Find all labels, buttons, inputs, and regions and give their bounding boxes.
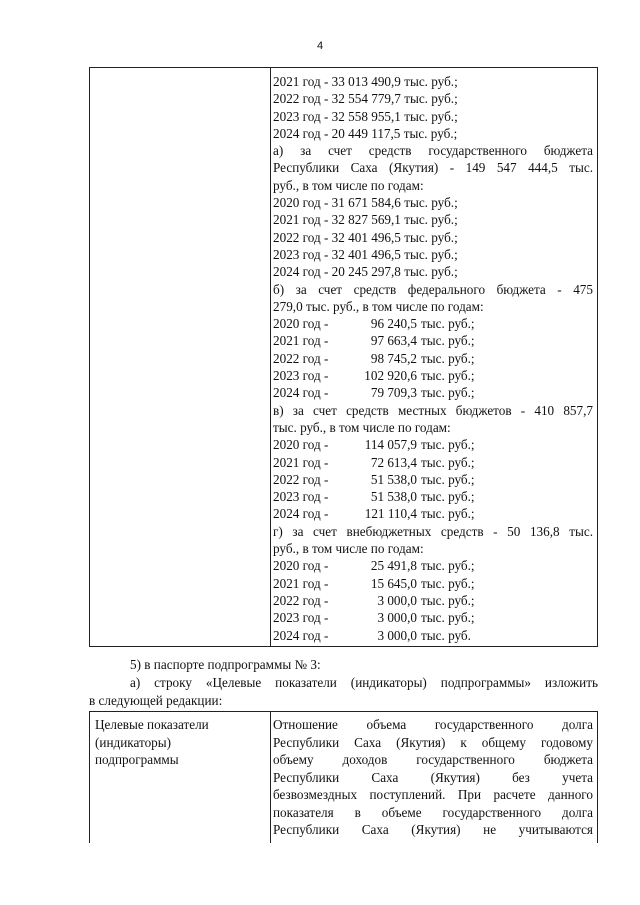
funding-year-row bbox=[273, 454, 593, 471]
funding-line: 2022 год - 32 401 496,5 тыс. руб.; bbox=[273, 229, 458, 245]
year-unit: тыс. руб.; bbox=[421, 385, 475, 401]
funding-line: а) за счет средств государственного бюджета bbox=[273, 143, 593, 159]
year-unit: тыс. руб.; bbox=[421, 592, 475, 608]
paragraph-subprogram-3: 5) в паспорте подпрограммы № 3: bbox=[130, 657, 321, 672]
funding-line: 2023 год - 32 558 955,1 тыс. руб.; bbox=[273, 108, 458, 124]
indicator-text-line: Отношение объема государственного долга bbox=[273, 717, 593, 732]
year-label: 2021 год - bbox=[273, 575, 329, 591]
year-label: 2021 год - bbox=[273, 454, 329, 470]
funding-line: 2021 год - 32 827 569,1 тыс. руб.; bbox=[273, 212, 458, 228]
indicator-label-line: (индикаторы) bbox=[95, 734, 172, 750]
year-label: 2022 год - bbox=[273, 592, 329, 608]
indicators-value-cell bbox=[273, 716, 593, 839]
funding-year-row bbox=[273, 557, 593, 574]
page-number: 4 bbox=[316, 40, 324, 52]
funding-text bbox=[273, 73, 593, 644]
year-label: 2021 год - bbox=[273, 333, 329, 349]
year-amount: 98 745,2 bbox=[370, 350, 417, 366]
year-amount: 25 491,8 bbox=[370, 558, 417, 574]
funding-year-row bbox=[273, 592, 593, 609]
year-unit: тыс. руб. bbox=[421, 627, 471, 643]
indicator-text-line: показателя в объеме государственного долга bbox=[273, 804, 593, 820]
year-unit: тыс. руб.; bbox=[421, 333, 475, 349]
year-amount: 79 709,3 bbox=[370, 385, 417, 401]
funding-line: руб., в том числе по годам: bbox=[273, 177, 424, 193]
year-unit: тыс. руб.; bbox=[421, 471, 475, 487]
year-label: 2020 год - bbox=[273, 316, 329, 332]
funding-line: 2022 год - 32 554 779,7 тыс. руб.; bbox=[273, 91, 458, 107]
funding-line: г) за счет внебюджетных средств - 50 136,8 тыс. bbox=[273, 523, 593, 539]
year-unit: тыс. руб.; bbox=[421, 558, 475, 574]
year-label: 2024 год - bbox=[273, 385, 329, 401]
year-unit: тыс. руб.; bbox=[421, 506, 475, 522]
year-amount: 97 663,4 bbox=[370, 333, 417, 349]
funding-year-row bbox=[273, 471, 593, 488]
funding-table bbox=[89, 67, 598, 647]
funding-line: 279,0 тыс. руб., в том числе по годам: bbox=[273, 298, 484, 314]
table-divider bbox=[270, 68, 271, 646]
year-label: 2020 год - bbox=[273, 437, 329, 453]
funding-line: 2021 год - 33 013 490,9 тыс. руб.; bbox=[273, 74, 458, 89]
year-amount: 3 000,0 bbox=[377, 592, 417, 608]
indicator-text-line: объему доходов государственного бюджета bbox=[273, 752, 593, 767]
year-amount: 3 000,0 bbox=[377, 610, 417, 626]
funding-line: в) за счет средств местных бюджетов - 410 857,7 bbox=[273, 402, 593, 418]
funding-year-row bbox=[273, 436, 593, 453]
year-label: 2023 год - bbox=[273, 489, 329, 505]
funding-line: тыс. руб., в том числе по годам: bbox=[273, 419, 451, 435]
indicator-label-line: Целевые показатели bbox=[95, 717, 209, 732]
year-label: 2020 год - bbox=[273, 558, 329, 574]
funding-year-row bbox=[273, 367, 593, 384]
year-label: 2024 год - bbox=[273, 627, 329, 643]
indicator-text-line: Республики Саха (Якутия) не учитываются bbox=[273, 822, 593, 837]
year-unit: тыс. руб.; bbox=[421, 575, 475, 591]
funding-year-row bbox=[273, 609, 593, 626]
funding-year-row bbox=[273, 505, 593, 522]
year-amount: 15 645,0 bbox=[370, 575, 417, 591]
year-amount: 51 538,0 bbox=[370, 471, 417, 487]
funding-line: руб., в том числе по годам: bbox=[273, 541, 424, 557]
year-unit: тыс. руб.; bbox=[421, 489, 475, 505]
year-unit: тыс. руб.; bbox=[421, 350, 475, 366]
indicator-label-line: подпрограммы bbox=[95, 752, 179, 767]
year-amount: 96 240,5 bbox=[370, 316, 417, 332]
paragraph-edition: в следующей редакции: bbox=[89, 693, 223, 708]
year-unit: тыс. руб.; bbox=[421, 437, 475, 453]
funding-line: 2020 год - 31 671 584,6 тыс. руб.; bbox=[273, 195, 458, 211]
funding-line: б) за счет средств федерального бюджета - 475 bbox=[273, 281, 593, 297]
year-label: 2022 год - bbox=[273, 471, 329, 487]
funding-year-row bbox=[273, 350, 593, 367]
indicators-label-cell bbox=[95, 716, 265, 769]
funding-line: 2024 год - 20 449 117,5 тыс. руб.; bbox=[273, 125, 458, 141]
year-unit: тыс. руб.; bbox=[421, 316, 475, 332]
indicator-text-line: Республики Саха (Якутия) без учета bbox=[273, 769, 593, 785]
year-unit: тыс. руб.; bbox=[421, 454, 475, 470]
year-label: 2023 год - bbox=[273, 610, 329, 626]
funding-year-row bbox=[273, 575, 593, 592]
funding-year-row bbox=[273, 384, 593, 401]
table-divider bbox=[270, 712, 271, 843]
year-label: 2024 год - bbox=[273, 506, 329, 522]
indicators-table bbox=[89, 711, 598, 843]
year-amount: 3 000,0 bbox=[377, 627, 417, 643]
year-unit: тыс. руб.; bbox=[421, 610, 475, 626]
year-amount: 51 538,0 bbox=[370, 489, 417, 505]
funding-line: 2024 год - 20 245 297,8 тыс. руб.; bbox=[273, 264, 458, 280]
paragraph-row-statement: а) строку «Целевые показатели (индикаторы) подпрограммы» изложить bbox=[130, 675, 598, 690]
funding-year-row bbox=[273, 488, 593, 505]
year-label: 2023 год - bbox=[273, 368, 329, 384]
funding-year-row bbox=[273, 315, 593, 332]
year-label: 2022 год - bbox=[273, 350, 329, 366]
funding-line: 2023 год - 32 401 496,5 тыс. руб.; bbox=[273, 246, 458, 262]
funding-year-row bbox=[273, 332, 593, 349]
indicator-text-line: Республики Саха (Якутия) к общему годовому bbox=[273, 734, 593, 750]
year-unit: тыс. руб.; bbox=[421, 368, 475, 384]
year-amount: 114 057,9 bbox=[364, 437, 417, 453]
funding-year-row bbox=[273, 627, 593, 644]
year-amount: 72 613,4 bbox=[370, 454, 417, 470]
indicator-text-line: безвозмездных поступлений. При расчете данного bbox=[273, 787, 593, 802]
funding-line: Республики Саха (Якутия) - 149 547 444,5 тыс. bbox=[273, 160, 593, 176]
year-amount: 102 920,6 bbox=[364, 368, 417, 384]
year-amount: 121 110,4 bbox=[364, 506, 417, 522]
